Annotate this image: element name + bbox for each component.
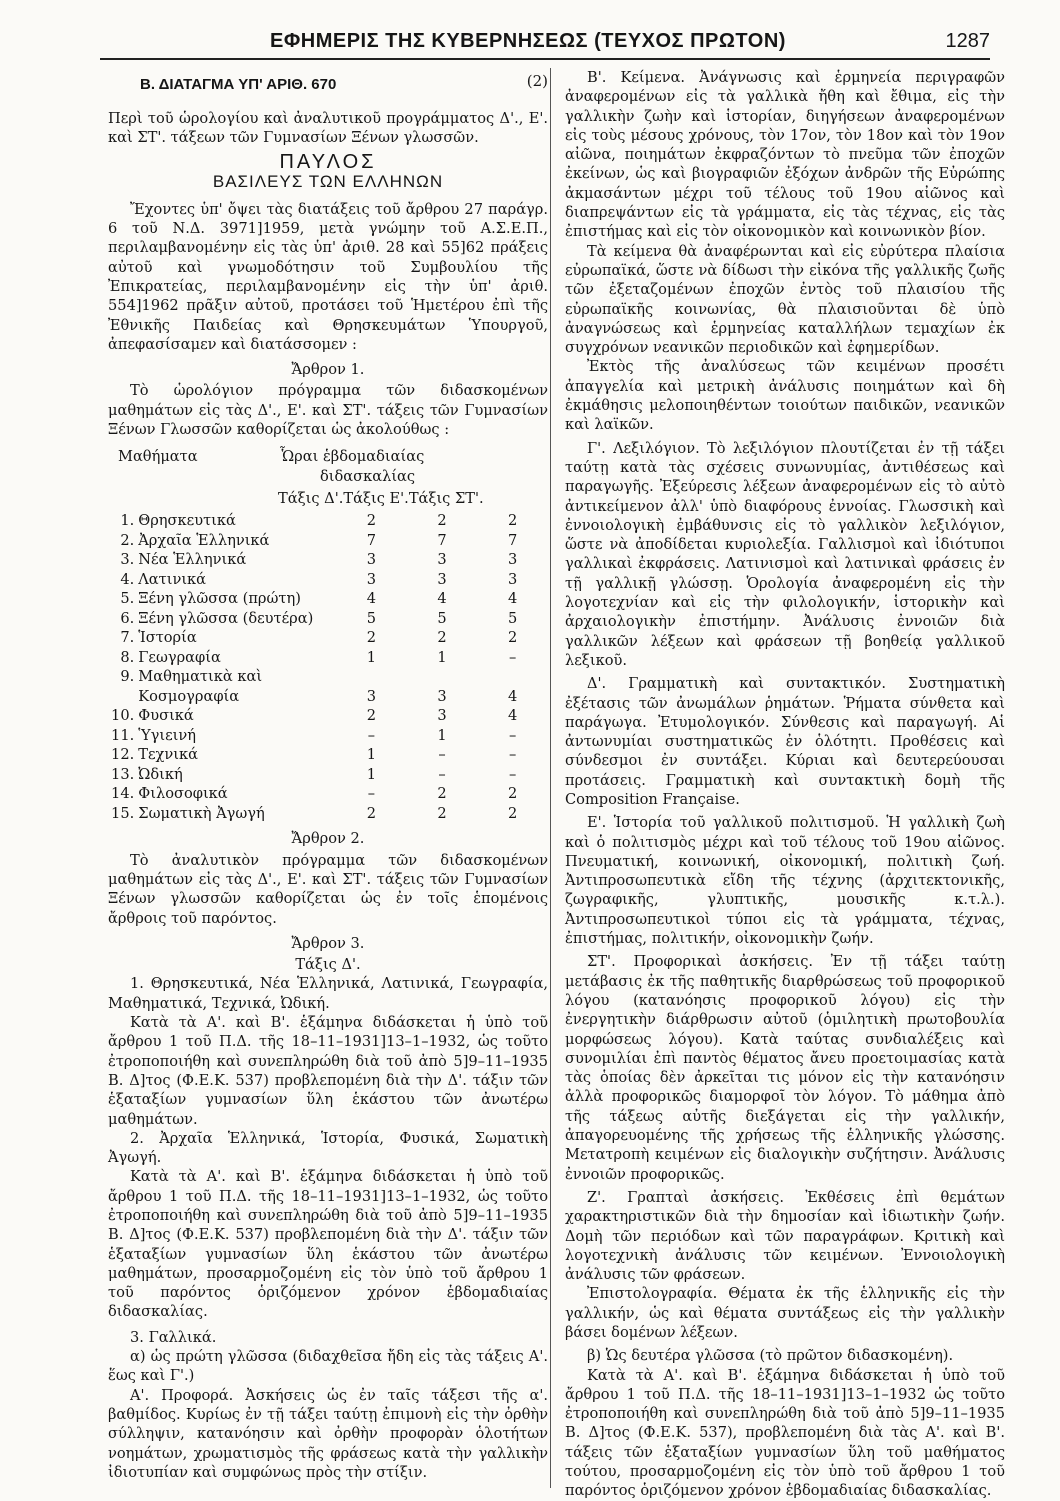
row-subject: Λατινικά	[138, 570, 207, 588]
row-subject: Γεωγραφία	[138, 648, 221, 666]
row-hours-class-e: 3	[437, 707, 447, 725]
article-1-text: Τὸ ὡρολόγιον πρόγραμμα τῶν διδασκομένων μαθημάτων εἰς τὰς Δ'., Ε'. καὶ ΣΤ'. τάξεις τῶν Γυμνασίων Ξένων Γλωσσῶν καθορίζεται ὡς ἀκολούθως :	[108, 382, 548, 439]
left-column	[108, 68, 548, 1482]
subjects-column-header: Μαθήματα	[118, 448, 198, 466]
row-hours-class-e: 1	[437, 648, 447, 666]
row-number: 3.	[120, 551, 135, 569]
page-number: 1287	[945, 30, 990, 52]
paragraph-3-heading: 3. Γαλλικά.	[130, 1328, 217, 1346]
section-z-letters: Ἐπιστολογραφία. Θέματα ἐκ τῆς ἑλληνικῆς εἰς τὴν γαλλικήν, ὡς καὶ θέματα συντάξεως εἰς τὴν γαλλικὴν βάσει δομένων λέξεων.	[565, 1285, 1005, 1341]
row-hours-class-st: 3	[508, 570, 518, 588]
timetable	[108, 511, 548, 823]
row-hours-class-d: 2	[366, 629, 377, 647]
row-number	[108, 687, 138, 707]
paragraph-3-a1: Α'. Προφορά. Ἀσκήσεις ὡς ἐν ταῖς τάξεσι τῆς α'. βαθμίδος. Κυρίως ἐν τῇ τάξει ταύτῃ ἐπιμονὴ εἰς τὴν ὀρθὴν σύλληψιν, κατανόησιν καὶ ὀρθὴν προφορὰν ὁλοτήτων νοημάτων, χρωματισμὸς τῆς φράσεως κατὰ τὴν γαλλικὴν ἰδιοτυπίαν καὶ συμφώνως πρὸς τὴν στίξιν.	[108, 1386, 548, 1481]
timetable-row	[108, 570, 548, 590]
teaching-column-header: διδασκαλίας	[320, 468, 416, 486]
row-hours-class-st: 2	[508, 629, 518, 647]
row-hours-class-st: 3	[508, 551, 518, 569]
row-hours-class-e	[407, 667, 478, 687]
row-number: 4.	[120, 570, 135, 588]
timetable-row	[108, 667, 548, 687]
row-hours-class-d: –	[367, 726, 376, 744]
row-hours-class-e: 3	[437, 570, 447, 588]
row-number: 15.	[111, 804, 135, 822]
paragraph-2-subjects: 2. Ἀρχαῖα Ἑλληνικά, Ἱστορία, Φυσικά, Σωματικὴ Ἀγωγή.	[108, 1129, 548, 1167]
row-hours-class-st: 4	[508, 590, 518, 608]
preamble: Ἔχοντες ὑπ' ὄψει τὰς διατάξεις τοῦ ἄρθρου 27 παράγρ. 6 τοῦ Ν.Δ. 3971]1959, μετὰ γνώμην τοῦ Α.Σ.Ε.Π., περιλαμβανομένην εἰς τὰς ὑπ' ἀριθ. 28 καὶ 55]62 πράξεις αὐτοῦ καὶ γνωμοδότησιν τοῦ Συμβουλίου τῆς Ἐπικρατείας, περιλαμβανομένην εἰς τὴν ὑπ' ἀριθ. 554]1962 πρᾶξιν αὐτοῦ, προτάσει τοῦ Ἡμετέρου ἐπὶ τῆς Ἐθνικῆς Παιδείας καὶ Θρησκευμάτων Ὑπουργοῦ, ἀπεφασίσαμεν καὶ διατάσσομεν :	[108, 200, 548, 353]
row-subject: Ἱστορία	[138, 629, 197, 647]
article-3-heading: Ἄρθρον 3.	[291, 934, 365, 952]
timetable-row	[108, 784, 548, 804]
section-st-oral: ΣΤ'. Προφορικαὶ ἀσκήσεις. Ἐν τῇ τάξει ταύτῃ μετάβασις ἐκ τῆς παθητικῆς διαρθρώσεως τοῦ προφορικοῦ λόγου (κατανόησις προφορικοῦ λόγου) εἰς τὴν ἐνεργητικὴν διάρθρωσιν αὐτοῦ (ὁμιλητικὴ πρωτοβουλία μορφώσεως λόγου). Κατὰ ταύτας συνδιαλέξεις καὶ συνομιλίαι ἐπὶ παντὸς θέματος ἄνευ προετοιμασίας κατὰ τὰς ὁποίας δὲν ἀρκεῖται τις μόνον εἰς τὴν κατανόησιν ἀλλὰ προφορικῶς διαμορφοῖ τὸν λόγον. Τὸ μάθημα ἀπὸ τῆς τάξεως αὐτῆς διεξάγεται εἰς τὴν γαλλικήν, ἀπαγορευομένης τῆς χρήσεως τῆς ἑλληνικῆς γλώσσης. Μετατροπὴ κειμένων εἰς διαλογικὴν συζήτησιν. Ἀνάλυσις ἐννοιῶν προφορικῶς.	[565, 953, 1005, 1183]
right-column	[565, 68, 1005, 1501]
row-hours-class-e: 1	[437, 726, 447, 744]
timetable-row	[108, 706, 548, 726]
row-number: 1.	[120, 512, 135, 530]
row-subject: Φιλοσοφικά	[138, 785, 228, 803]
row-number: 13.	[111, 765, 135, 783]
row-hours-class-e: –	[438, 765, 446, 783]
row-hours-class-d: 2	[366, 512, 377, 530]
section-b-texts: Β'. Κείμενα. Ἀνάγνωσις καὶ ἑρμηνεία περιγραφῶν ἀναφερομένων εἰς τὰ γαλλικὰ ἤθη καὶ ἔθιμα, εἰς τὴν γαλλικὴν ζωὴν καὶ ἱστορίαν, διηγήσεων ἀναφερομένων εἰς τοὺς μέσους χρόνους, τὸν 17ον, τὸν 18ον καὶ τὸν 19ον αἰῶνα, ποιημάτων ἐκφραζόντων τὸ πνεῦμα τῶν ἐποχῶν ἐκείνων, ὡς καὶ βιογραφιῶν ἐξόχων ἀνδρῶν τῆς Εὐρώπης ἀκμασάντων μέχρι τοῦ τέλους τοῦ 19ου αἰῶνος καὶ διαπρεψάντων εἰς τὰ γράμματα, εἰς τὰς τέχνας, εἰς τὰς ἐπιστήμας καὶ εἰς τὸν οἰκονομικὸν καὶ κοινωνικὸν βίον.	[565, 69, 1005, 241]
row-hours-class-d: 3	[366, 687, 377, 705]
king-title: ΒΑΣΙΛΕΥΣ ΤΩΝ ΕΛΛΗΝΩΝ	[212, 172, 444, 192]
paragraph-2-text: Κατὰ τὰ Α'. καὶ Β'. ἑξάμηνα διδάσκεται ἡ ὑπὸ τοῦ ἄρθρου 1 τοῦ Π.Δ. τῆς 18–11–1931]13–1–1932, ὡς τοῦτο ἐτροποποιήθη καὶ συνεπληρώθη διὰ τοῦ ἀπὸ 5]9–11–1935 Β. Δ]τος (Φ.Ε.Κ. 537) προβλεπομένη διὰ τὴν Δ'. τάξιν τῶν ἑξαταξίων γυμνασίων ὕλη ἑκάστου τῶν ἀνωτέρω μαθημάτων, προσαρμοζομένη εἰς τὸν ὑπὸ τοῦ ἄρθρου 1 τοῦ παρόντος ὁριζόμενον χρόνον ἑβδομαδιαίας διδασκαλίας.	[108, 1168, 548, 1321]
row-number: 8.	[120, 648, 135, 666]
row-subject: Τεχνικά	[138, 746, 198, 764]
timetable-row	[108, 726, 548, 746]
row-number: 9.	[120, 668, 135, 686]
timetable-row	[108, 687, 548, 707]
row-subject: Θρησκευτικά	[138, 512, 236, 530]
row-hours-class-d: 2	[366, 804, 377, 822]
row-hours-class-e: 3	[437, 551, 447, 569]
paragraph-1-text: Κατὰ τὰ Α'. καὶ Β'. ἑξάμηνα διδάσκεται ἡ ὑπὸ τοῦ ἄρθρου 1 τοῦ Π.Δ. τῆς 18–11–1931]13–1–1932, ὡς τοῦτο ἐτροποποιήθη καὶ συνεπληρώθη διὰ τοῦ ἀπὸ 5]9–11–1935 Β. Δ]τος (Φ.Ε.Κ. 537) προβλεπομένη διὰ τὴν Δ'. τάξιν τῶν ἑξαταξίων γυμνασίων ὕλη ἑκάστου τῶν ἀνωτέρω μαθημάτων.	[108, 1014, 548, 1128]
section-g-vocabulary: Γ'. Λεξιλόγιον. Τὸ λεξιλόγιον πλουτίζεται ἐν τῇ τάξει ταύτῃ κατὰ τὰς σχέσεις συνωνυμίας, ἀντιθέσεως καὶ παραγωγῆς. Ἐξεύρεσις λέξεων ἀναφερομένων εἰς τὸ αὐτὸ ἀντικείμενον ἀλλ' ὑπὸ διαφόρους ἐννοίας. Γλωσσικὴ καὶ ἐννοιολογικὴ ἐμβάθυνσις εἰς τὸ γαλλικὸν λεξιλόγιον, ὥστε νὰ ἀποδίδεται κυριολεξία. Γαλλισμοὶ καὶ ἰδιότυποι γαλλικαὶ ἐκφράσεις. Λατινισμοὶ καὶ λατινικαὶ φράσεις ἐν τῇ γαλλικῇ γλώσσῃ. Ὁρολογία ἀναφερομένη εἰς τὴν λογοτεχνίαν καὶ εἰς τὴν φιλολογικήν, ἱστορικὴν καὶ ἀρχαιολογικὴν ἐπιστήμην. Ἀνάλυσις ἐννοιῶν διὰ γαλλικῶν λέξεων καὶ φράσεων τῇ βοηθείᾳ γαλλικοῦ λεξικοῦ.	[565, 439, 1005, 669]
row-number: 6.	[120, 609, 135, 627]
row-hours-class-d: 1	[366, 746, 377, 764]
row-number: 7.	[120, 629, 135, 647]
section-d-grammar: Δ'. Γραμματικὴ καὶ συντακτικόν. Συστηματικὴ ἐξέτασις τῶν ἀνωμάλων ῥημάτων. Ῥήματα σύνθετα καὶ παράγωγα. Ἐτυμολογικόν. Σύνθεσις καὶ παραγωγή. Αἱ ἀντωνυμίαι συστηματικῶς ἐν ὁλότητι. Προθέσεις καὶ σύνδεσμοι ἐν συντάξει. Κύριαι καὶ δευτερεύουσαι προτάσεις. Γραμματικὴ καὶ συντακτικὴ δομὴ τῆς Composition Française.	[565, 675, 1005, 808]
timetable-row	[108, 745, 548, 765]
timetable-row	[108, 589, 548, 609]
row-hours-class-st: 2	[508, 804, 518, 822]
row-number: 10.	[111, 707, 135, 725]
paragraph-1-subjects: 1. Θρησκευτικά, Νέα Ἑλληνικά, Λατινικά, Γεωγραφία, Μαθηματικά, Τεχνικά, Ὠδική.	[108, 975, 548, 1012]
king-name: ΠΑΥΛΟΣ	[279, 151, 377, 174]
row-subject: Ὑγιεινή	[138, 726, 197, 744]
timetable-header	[108, 447, 548, 507]
second-language-text: Κατὰ τὰ Α'. καὶ Β'. ἑξάμηνα διδάσκεται ἡ ὑπὸ τοῦ ἄρθρου 1 τοῦ Π.Δ. τῆς 18–11–1931]13–1–1932 ὡς τοῦτο ἐτροποποιήθη καὶ συνεπληρώθη διὰ τοῦ ἀπὸ 5]9–11–1935 Β. Δ]τος (Φ.Ε.Κ. 537), προβλεπομένη διὰ τὰς Α'. καὶ Β'. τάξεις τῶν ἑξαταξίων γυμνασίων ὕλη τοῦ μαθήματος τούτου, προσαρμοζομένη εἰς τὸν ὑπὸ τοῦ ἄρθρου 1 τοῦ παρόντος ὁριζόμενον χρόνον ἑβδομαδιαίας διδασκαλίας.	[565, 1366, 1005, 1500]
article-2-text: Τὸ ἀναλυτικὸν πρόγραμμα τῶν διδασκομένων μαθημάτων εἰς τὰς Δ'., Ε'. καὶ ΣΤ'. τάξεις τῶν Γυμνασίων Ξένων γλωσσῶν καθορίζεται ὡς ἐν τοῖς ἑπομένοις ἄρθροις τοῦ παρόντος.	[108, 851, 548, 927]
hours-column-header: Ὧραι ἑβδομαδιαίας	[280, 448, 425, 466]
section-e-history: Ε'. Ἱστορία τοῦ γαλλικοῦ πολιτισμοῦ. Ἡ γαλλικὴ ζωὴ καὶ ὁ πολιτισμὸς μέχρι καὶ τοῦ τέλους τοῦ 19ου αἰῶνος. Πνευματική, κοινωνική, οἰκονομική, πολιτικὴ ζωή. Ἀντιπροσωπευτικὰ εἴδη τῆς τέχνης (ἀρχιτεκτονικῆς, ζωγραφικῆς, γλυπτικῆς, μουσικῆς κ.τ.λ.). Ἀντιπροσωπευτικοὶ τύποι εἰς τὰ γράμματα, τέχνας, ἐπιστήμας, πολιτικήν, οἰκονομικὴν ζωήν.	[565, 814, 1005, 948]
row-hours-class-st: 4	[508, 687, 518, 705]
decree-subject: Περὶ τοῦ ὡρολογίου καὶ ἀναλυτικοῦ προγράμματος Δ'., Ε'. καὶ ΣΤ'. τάξεων τῶν Γυμνασίων Ξένων γλωσσῶν.	[108, 109, 548, 146]
row-hours-class-d: 2	[366, 707, 377, 725]
row-hours-class-d: 1	[366, 765, 377, 783]
paragraph-3-a: α) ὡς πρώτη γλῶσσα (διδαχθεῖσα ἤδη εἰς τὰς τάξεις Α'. ἕως καὶ Γ'.)	[108, 1348, 548, 1385]
row-hours-class-d: 4	[366, 590, 377, 608]
row-hours-class-e: 4	[437, 590, 447, 608]
section-b-texts-2: Τὰ κείμενα θὰ ἀναφέρωνται καὶ εἰς εὐρύτερα πλαίσια εὐρωπαϊκά, ὥστε νὰ δίδωσι τὴν εἰκόνα τῆς γαλλικῆς ζωῆς τῶν ἐξεταζομένων ἐποχῶν ἐντὸς τοῦ πλαισίου τῆς εὐρωπαϊκῆς κοινωνίας, θὰ πλαισιοῦνται δὲ ὑπὸ ἀναγνώσεως καὶ ἑρμηνείας καταλλήλων τεμαχίων ἐκ συγχρόνων νεανικῶν περιοδικῶν καὶ ἐφημερίδων.	[565, 242, 1005, 357]
timetable-row	[108, 765, 548, 785]
row-hours-class-e: 3	[437, 687, 447, 705]
timetable-row	[108, 804, 548, 824]
row-hours-class-st: 2	[508, 785, 518, 803]
row-hours-class-d	[336, 667, 407, 687]
row-subject: Κοσμογραφία	[138, 687, 240, 705]
gazette-title: ΕΦΗΜΕΡΙΣ ΤΗΣ ΚΥΒΕΡΝΗΣΕΩΣ (ΤΕΥΧΟΣ ΠΡΩΤΟΝ)	[270, 30, 786, 52]
row-hours-class-st: –	[509, 765, 517, 783]
page-header	[100, 22, 990, 60]
row-hours-class-st: –	[509, 746, 517, 764]
timetable-row	[108, 550, 548, 570]
row-number: 2.	[120, 531, 135, 549]
row-hours-class-st: 2	[508, 512, 518, 530]
decree-heading: Β. ΔΙΑΤΑΓΜΑ ΥΠ' ΑΡΙΘ. 670	[140, 76, 337, 94]
row-hours-class-st: –	[509, 648, 517, 666]
row-hours-class-d: 3	[366, 570, 377, 588]
row-hours-class-e: 5	[437, 609, 447, 627]
item-number: (2)	[526, 72, 548, 90]
second-language-heading: β) Ὡς δευτέρα γλῶσσα (τὸ πρῶτον διδασκομένη).	[587, 1347, 954, 1365]
section-b-texts-3: Ἐκτὸς τῆς ἀναλύσεως τῶν κειμένων προσέτι ἀπαγγελία καὶ μετρικὴ ἀνάλυσις ποιημάτων καὶ δὴ ἐκμάθησις μελοποιηθέντων τοιούτων παιδικῶν, νεανικῶν καὶ λαϊκῶν.	[565, 358, 1005, 434]
row-hours-class-d: 1	[366, 648, 377, 666]
timetable-row	[108, 511, 548, 531]
article-1-heading: Ἄρθρον 1.	[291, 361, 365, 379]
row-hours-class-d: –	[367, 785, 376, 803]
row-hours-class-st: –	[509, 726, 517, 744]
row-number: 14.	[111, 785, 135, 803]
row-number: 5.	[120, 590, 135, 608]
timetable-row	[108, 531, 548, 551]
row-subject: Νέα Ἑλληνικά	[138, 551, 247, 569]
row-hours-class-d: 5	[366, 609, 377, 627]
row-hours-class-d: 3	[366, 551, 377, 569]
classes-column-header: Τάξις Δ'.Τάξις Ε'.Τάξις ΣΤ'.	[278, 490, 484, 508]
row-hours-class-e: 2	[437, 512, 447, 530]
row-subject: Ὠδική	[138, 765, 183, 783]
timetable-row	[108, 609, 548, 629]
column-divider	[550, 68, 551, 1488]
row-hours-class-st	[477, 667, 548, 687]
row-hours-class-st: 5	[508, 609, 518, 627]
row-hours-class-e: 2	[437, 785, 447, 803]
timetable-row	[108, 648, 548, 668]
row-number: 11.	[111, 726, 135, 744]
class-d-heading: Τάξις Δ'.	[295, 956, 361, 974]
row-number: 12.	[111, 746, 135, 764]
row-subject: Ἀρχαῖα Ἑλληνικά	[138, 531, 270, 549]
row-hours-class-st: 4	[508, 707, 518, 725]
row-subject: Σωματικὴ Ἀγωγή	[138, 804, 265, 822]
row-hours-class-e: –	[438, 746, 446, 764]
row-hours-class-e: 2	[437, 804, 447, 822]
timetable-row	[108, 628, 548, 648]
row-hours-class-d: 7	[366, 531, 377, 549]
article-2-heading: Ἄρθρον 2.	[291, 830, 365, 848]
row-subject: Ξένη γλῶσσα (πρώτη)	[138, 590, 301, 608]
row-subject: Ξένη γλῶσσα (δευτέρα)	[138, 609, 314, 627]
row-hours-class-e: 7	[437, 531, 447, 549]
row-hours-class-st: 7	[508, 531, 518, 549]
row-subject: Φυσικά	[138, 707, 194, 725]
row-hours-class-e: 2	[437, 629, 447, 647]
row-subject: Μαθηματικὰ καὶ	[138, 668, 263, 686]
section-z-written: Ζ'. Γραπταὶ ἀσκήσεις. Ἐκθέσεις ἐπὶ θεμάτων χαρακτηριστικῶν διὰ τὴν δημοσίαν καὶ ἰδιωτικὴν ζωήν. Δομὴ τῶν περιόδων καὶ τῶν παραγράφων. Κριτικὴ καὶ λογοτεχνικὴ ἀνάλυσις τῶν κειμένων. Ἐννοιολογικὴ ἀνάλυσις τῶν φράσεων.	[565, 1188, 1005, 1284]
